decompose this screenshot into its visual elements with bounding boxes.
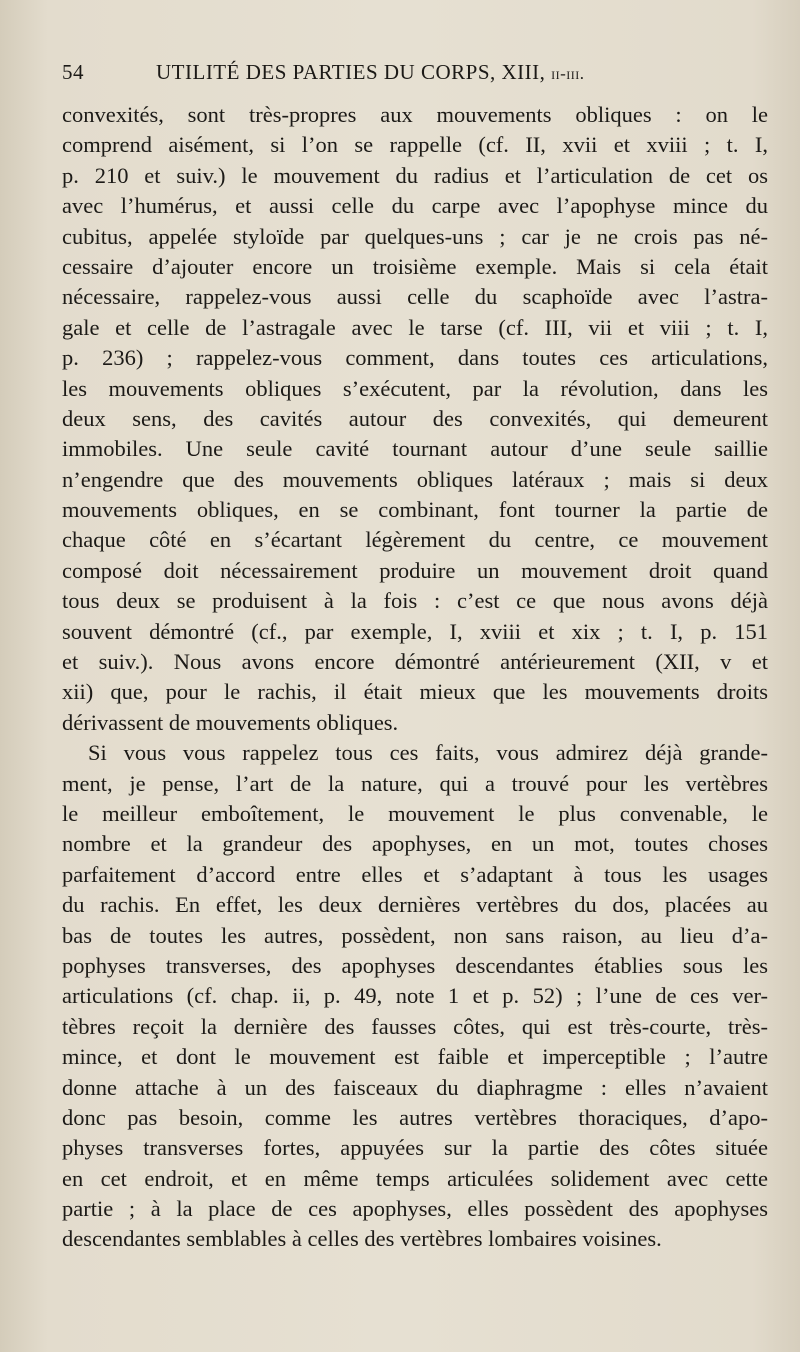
text-line: chaque côté en s’écartant légèrement du centre, ce mouvement (62, 527, 768, 553)
text-line: comprend aisément, si l’on se rappelle (cf. II, xvii et xviii ; t. I, (62, 132, 768, 158)
text-line: xii) que, pour le rachis, il était mieux que les mouvements droits (62, 679, 768, 705)
text-line: nécessaire, rappelez-vous aussi celle du scaphoïde avec l’astra- (62, 284, 768, 310)
text-line: immobiles. Une seule cavité tournant autour d’une seule saillie (62, 436, 768, 462)
text-line: cessaire d’ajouter encore un troisième exemple. Mais si cela était (62, 253, 768, 279)
text-line: composé doit nécessairement produire un mouvement droit quand (62, 557, 768, 583)
text-line: pophyses transverses, des apophyses descendantes établies sous les (62, 952, 768, 978)
text-line: physes transverses fortes, appuyées sur la partie des côtes située (62, 1135, 768, 1161)
text-line: p. 236) ; rappelez-vous comment, dans toutes ces articulations, (62, 345, 768, 371)
text-line: donne attache à un des faisceaux du diaphragme : elles n’avaient (62, 1074, 768, 1100)
text-line: parfaitement d’accord entre elles et s’adaptant à tous les usages (62, 861, 768, 887)
text-line: Si vous vous rappelez tous ces faits, vous admirez déjà grande- (88, 740, 768, 766)
body-text (62, 100, 768, 1255)
text-line: ment, je pense, l’art de la nature, qui a trouvé pour les vertèbres (62, 770, 768, 796)
text-line: p. 210 et suiv.) le mouvement du radius et l’articulation de cet os (62, 162, 768, 188)
text-line: mince, et dont le mouvement est faible et imperceptible ; l’autre (62, 1044, 768, 1070)
text-line: convexités, sont très-propres aux mouvements obliques : on le (62, 102, 768, 127)
text-line: articulations (cf. chap. ii, p. 49, note 1 et p. 52) ; l’une de ces ver- (62, 983, 768, 1009)
text-line: et suiv.). Nous avons encore démontré antérieurement (XII, v et (62, 649, 768, 675)
text-line: avec l’humérus, et aussi celle du carpe avec l’apophyse mince du (62, 193, 768, 219)
text-line: mouvements obliques, en se combinant, font tourner la partie de (62, 497, 768, 523)
text-line: en cet endroit, et en même temps articulées solidement avec cette (62, 1165, 768, 1191)
text-line: souvent démontré (cf., par exemple, I, xviii et xix ; t. I, p. 151 (62, 618, 768, 644)
running-head (62, 60, 768, 92)
text-line: donc pas besoin, comme les autres vertèbres thoraciques, d’apo- (62, 1104, 768, 1130)
running-title (156, 60, 585, 85)
text-line: les mouvements obliques s’exécutent, par la révolution, dans les (62, 375, 768, 401)
text-line: du rachis. En effet, les deux dernières vertèbres du dos, placées au (62, 892, 768, 918)
chapter-reference: ii-iii. (551, 64, 585, 83)
text-line: tèbres reçoit la dernière des fausses côtes, qui est très-courte, très- (62, 1013, 768, 1039)
running-title-text: UTILITÉ DES PARTIES DU CORPS, XIII, (156, 60, 552, 84)
text-line: descendantes semblables à celles des vertèbres lombaires voisines. (62, 1226, 662, 1252)
text-line: cubitus, appelée styloïde par quelques-uns ; car je ne crois pas né- (62, 223, 768, 249)
text-line: partie ; à la place de ces apophyses, elles possèdent des apophyses (62, 1196, 768, 1222)
text-line: tous deux se produisent à la fois : c’est ce que nous avons déjà (62, 588, 768, 614)
text-line: gale et celle de l’astragale avec le tarse (cf. III, vii et viii ; t. I, (62, 314, 768, 340)
text-line: deux sens, des cavités autour des convexités, qui demeurent (62, 405, 768, 431)
text-line: dérivassent de mouvements obliques. (62, 709, 399, 735)
text-line: bas de toutes les autres, possèdent, non sans raison, au lieu d’a- (62, 922, 768, 948)
page-number: 54 (62, 60, 84, 84)
text-line: n’engendre que des mouvements obliques latéraux ; mais si deux (62, 466, 768, 492)
text-line: le meilleur emboîtement, le mouvement le plus convenable, le (62, 800, 768, 826)
text-line: nombre et la grandeur des apophyses, en un mot, toutes choses (62, 831, 768, 857)
